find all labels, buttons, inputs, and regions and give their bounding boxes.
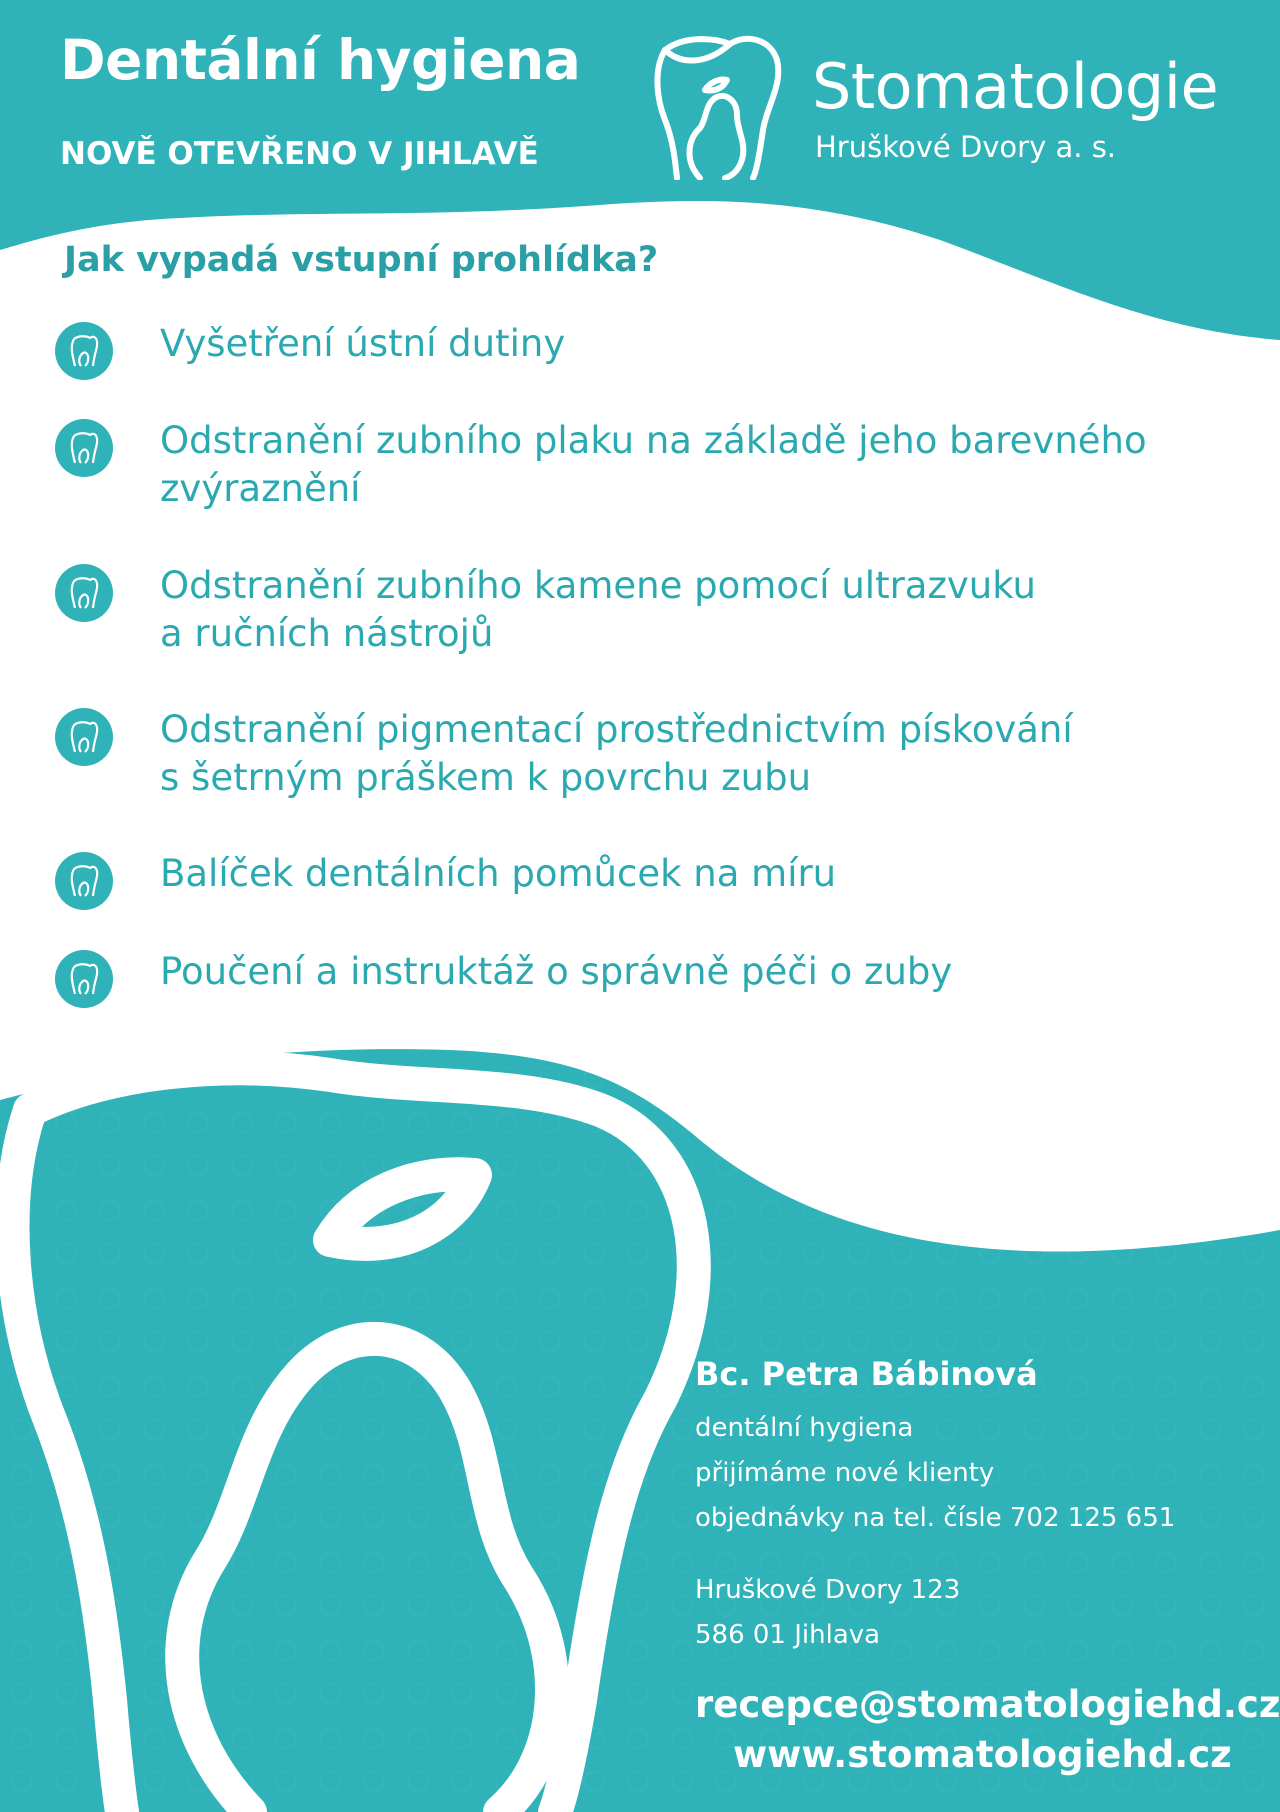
tooth-pear-icon	[645, 30, 785, 180]
list-item-line: a ručních nástrojů	[160, 612, 494, 655]
list-item-text	[160, 320, 1280, 368]
list-item-line: Vyšetření ústní dutiny	[160, 322, 566, 365]
contact-name: Bc. Petra Bábinová	[695, 1355, 1038, 1393]
email-link[interactable]: recepce@stomatologiehd.cz	[695, 1683, 1280, 1726]
tooth-icon	[55, 564, 113, 622]
list-item-line: Odstranění pigmentací prostřednictvím pískování	[160, 708, 1073, 751]
list-item-text	[160, 948, 1280, 996]
tooth-icon	[55, 708, 113, 766]
list-item-text	[160, 706, 1280, 802]
list-item-line: Odstranění zubního kamene pomocí ultrazvuku	[160, 564, 1036, 607]
tooth-icon	[55, 419, 113, 477]
contact-role: dentální hygiena	[695, 1413, 914, 1443]
brand-name: Stomatologie	[812, 50, 1219, 123]
list-item-line: Balíček dentálních pomůcek na míru	[160, 852, 837, 895]
list-item-line: zvýraznění	[160, 467, 361, 510]
tooth-icon	[55, 950, 113, 1008]
page-subtitle: NOVĚ OTEVŘENO V JIHLAVĚ	[60, 136, 539, 172]
list-item-text	[160, 562, 1280, 658]
page-title: Dentální hygiena	[60, 28, 581, 92]
website-link[interactable]: www.stomatologiehd.cz	[733, 1733, 1232, 1776]
address-city: 586 01 Jihlava	[695, 1620, 881, 1650]
list-item-line: s šetrným práškem k povrchu zubu	[160, 756, 812, 799]
section-heading: Jak vypadá vstupní prohlídka?	[64, 240, 659, 280]
contact-phone[interactable]: objednávky na tel. čísle 702 125 651	[695, 1503, 1176, 1533]
contact-note: přijímáme nové klienty	[695, 1458, 995, 1488]
list-item-text	[160, 850, 1280, 898]
tooth-icon	[55, 322, 113, 380]
address-street: Hruškové Dvory 123	[695, 1575, 961, 1605]
list-item-text	[160, 417, 1280, 513]
tooth-icon	[55, 852, 113, 910]
list-item-line: Poučení a instruktáž o správně péči o zuby	[160, 950, 953, 993]
brand-subname: Hruškové Dvory a. s.	[815, 130, 1117, 164]
list-item-line: Odstranění zubního plaku na základě jeho barevného	[160, 419, 1147, 462]
